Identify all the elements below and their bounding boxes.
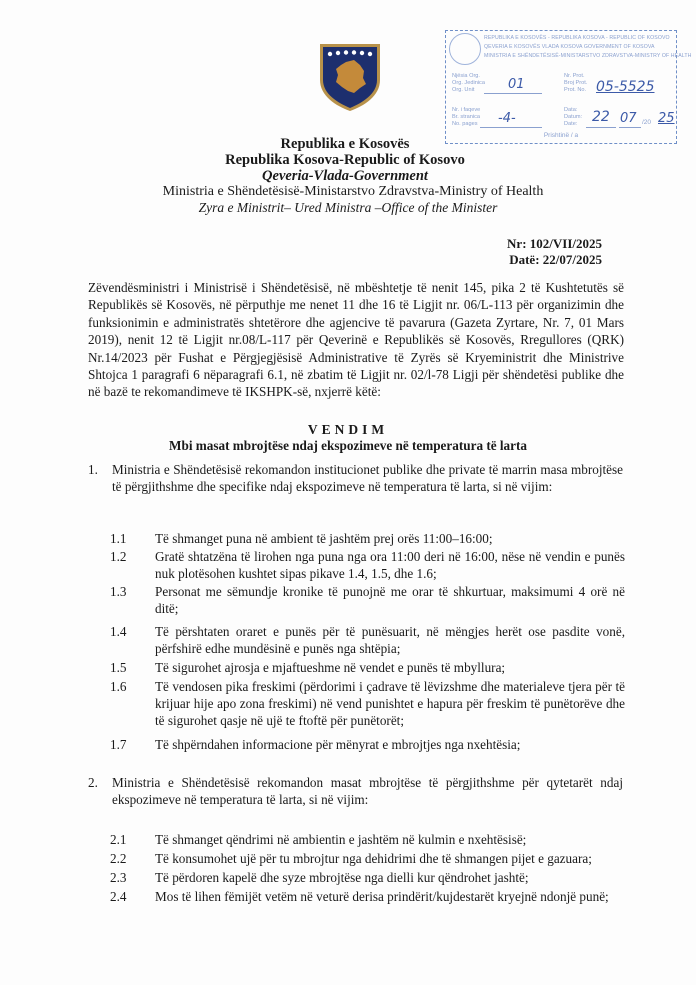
document-page: REPUBLIKA E KOSOVËS - REPUBLIKA KOSOVA - REPUBLIC OF KOSOVO QEVERIA E KOSOVËS VLADA KOSOVA GOVERNMENT OF KOSOVA MINISTRIA E SHËNDETËSISË-MINISTARSTVO ZDRAVSTVA-MINISTRY OF HEALTH Njësia Org. Org. Jedinica Org. Unit 01 Nr. Prot. Broj Prot. Prot. No. 05-5525 Nr. i faqeve Br. stranica No. pages -4- Data: Datum: Date: 22 07 /20 25 Prishtinë / a Republika e Kosovës Republika Kosova-Republic of Kosovo Qeveria-Vlada-Government Ministria e Shëndetësisë-Ministarstvo Zdravstva-Ministry of Health Zyra e Ministrit– Ured Ministra –Office of the Minister Nr: 102/VII/2025 Datë: 22/07/2025 Zëvendësministri i Ministrisë i Shëndetësisë, në mbështetje të nenit 145, pika 2 të Kushtetutës së Republikës së Kosovës, në përputhje me nenet 11 dhe 16 të Ligjit nr. 06/L-113 për organizimin dhe funksionimin e administratës shtetërore dhe agjencive të pavarura (Gazeta Zyrtare, Nr. 7, 01 Mars 2019), nenit 12 të Ligjit nr.08/L-117 për Qeverinë e Republikës së Kosovës, Rregullores (QRK) Nr.14/2023 për Fushat e Përgjegjësisë Administrative të Zyrës së Kryeministrit dhe Ministrive Shtojca 1 paragrafi 6 nëparagrafi 6.1, në zbatim të Ligjit nr. 02/l-78 Ligji për shëndetësi publike dhe në bazë te rekomandimeve të IKSHPK-së, nxjerrë këtë: VENDIM Mbi masat mbrojtëse ndaj ekspozimeve në temperatura të larta 1. Ministria e Shëndetësisë rekomandon institucionet publike dhe private të marrin masa mbrojtëse të përgjithshme dhe specifike ndaj ekspozimeve në temperatura të larta, si në vijim: 1.1 Të shmanget puna në ambient të jashtëm prej orës 11:00–16:00; 1.2 Gratë shtatzëna të lirohen nga puna nga ora 11:00 deri në 16:00, nëse në vendin e punës nuk plotësohen kushtet sipas pikave 1.4, 1.5, dhe 1.6; 1.3 Personat me sëmundje kronike të punojnë me orar të shkurtuar, maksimumi 4 orë në ditë; 1.4 Të përshtaten oraret e punës për të punësuarit, në mëngjes herët ose pasdite vonë, përfshirë edhe mundësinë e punës nga shtëpia; 1.5 Të sigurohet ajrosja e mjaftueshme në vendet e punës të mbyllura; 1.6 Të vendosen pika freskimi (përdorimi i çadrave të lëvizshme dhe materialeve tjera për të krijuar hije apo zona freskimi) në vend punishtet e hapura për freskim të punëtorëve dhe të sigurohet qasje në ujë te ftoftë për punëtorët; 1.7 Të shpërndahen informacione për mënyrat e mbrojtjes nga nxehtësia; 2. Ministria e Shëndetësisë rekomandon masat mbrojtëse të përgjithshme për qytetarët ndaj ekspozimeve në temperatura të larta, si në vijim: 2.1 Të shmanget qëndrimi në ambientin e jashtëm në kulmin e nxehtësisë; 2.2 Të konsumohet ujë për tu mbrojtur nga dehidrimi dhe të shmangen pijet e gazuara; 2.3 Të përdoren kapelë dhe syze mbrojtëse nga dielli kur qëndrohet jashtë; 2.4 Mos të lihen fëmijët vetëm në veturë derisa prindërit/kujdestarët kryejnë ndonjë punë; — [0, 0, 696, 985]
decision-subtitle: Mbi masat mbrojtëse ndaj ekspozimeve në temperatura të larta — [169, 438, 527, 453]
date-day: 22 — [592, 109, 610, 125]
document-date: Datë: 22/07/2025 — [509, 252, 602, 267]
header-government: Qeveria-Vlada-Government — [262, 168, 428, 184]
section-1 — [88, 461, 628, 515]
decision-title: VENDIM — [307, 422, 389, 437]
date-year: 25 — [658, 111, 675, 126]
pages-labels: Nr. i faqeve Br. stranica No. pages — [452, 107, 481, 127]
prot-labels: Nr. Prot. Broj Prot. Prot. No. — [564, 73, 588, 93]
section-text: Ministria e Shëndetësisë rekomandon masat mbrojtëse të përgjithshme për qytetarët ndaj ekspozimeve në temperatura të larta, si në vijim: — [112, 775, 623, 808]
org-unit-labels: Njësia Org. Org. Jedinica Org. Unit — [452, 73, 485, 93]
stamp-seal-icon — [449, 33, 481, 65]
registry-stamp — [445, 30, 692, 144]
date-month: 07 — [620, 111, 637, 126]
header-ministry: Ministria e Shëndetësisë-Ministarstvo Zdravstva-Ministry of Health — [162, 184, 544, 199]
section-number: 2. — [88, 775, 98, 790]
section-2 — [88, 774, 628, 810]
header-republic-sq: Republika e Kosovës — [280, 136, 410, 152]
date-year-prefix: /20 — [642, 119, 652, 126]
date-labels: Data: Datum: Date: — [564, 107, 583, 127]
document-number: Nr: 102/VII/2025 — [507, 236, 602, 251]
protocol-number: 05-5525 — [596, 79, 655, 95]
pages-count: -4- — [498, 111, 516, 126]
stamp-city: Prishtinë / a — [543, 132, 579, 139]
header-office: Zyra e Ministrit– Ured Ministra –Office of the Minister — [198, 200, 498, 215]
preamble: Zëvendësministri i Ministrisë i Shëndetësisë, në mbështetje të nenit 145, pika 2 të Kushtetutës së Republikës së Kosovës, në përputhje me nenet 11 dhe 16 të Ligjit nr. 06/L-113 për organizimin dhe funksionimin e administratës shtetërore dhe agjencive të pavarura (Gazeta Zyrtare, Nr. 7, 01 Mars 2019), nenit 12 të Ligjit nr.08/L-117 për Qeverinë e Republikës së Kosovës, Rregullores (QRK) Nr.14/2023 për Fushat e Përgjegjësisë Administrative të Zyrës së Kryeministrit dhe Ministrive Shtojca 1 paragrafi 6 nëparagrafi 6.1, në zbatim të Ligjit nr. 02/l-78 Ligji për shëndetësi publike dhe në bazë te rekomandimeve të IKSHPK-së, nxjerrë këtë: — [88, 280, 624, 400]
org-unit-value: 01 — [508, 77, 525, 92]
stamp-header: REPUBLIKA E KOSOVËS - REPUBLIKA KOSOVA - REPUBLIC OF KOSOVO QEVERIA E KOSOVËS VLADA KOSOVA GOVERNMENT OF KOSOVA MINISTRIA E SHËNDETËSISË-MINISTARSTVO ZDRAVSTVA-MINISTRY OF HEALTH — [484, 35, 692, 59]
header-republic-multilang: Republika Kosova-Republic of Kosovo — [225, 152, 465, 168]
section-number: 1. — [88, 462, 98, 477]
kosovo-coat-of-arms-icon — [316, 40, 384, 112]
section-text: Ministria e Shëndetësisë rekomandon institucionet publike dhe private të marrin masa mbrojtëse të përgjithshme dhe specifike ndaj ekspozimeve në temperatura të larta, si në vijim: — [112, 462, 623, 495]
